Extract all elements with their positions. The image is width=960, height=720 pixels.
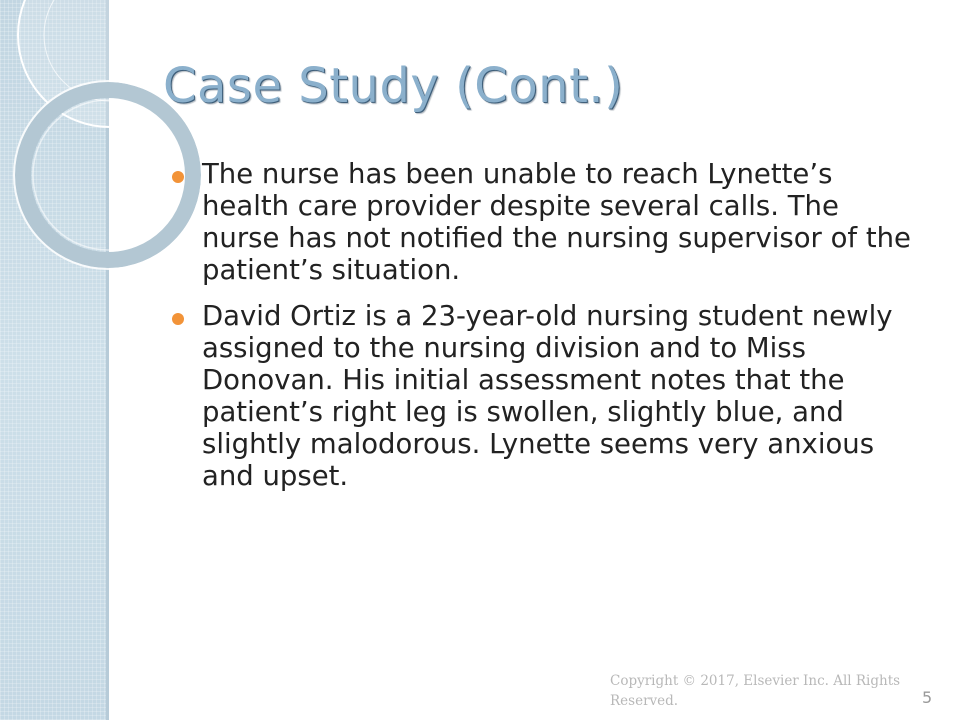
bullet-list bbox=[172, 158, 912, 506]
bullet-dot-icon bbox=[172, 171, 184, 183]
page-number: 5 bbox=[922, 688, 933, 707]
bullet-item bbox=[172, 300, 912, 492]
footer-copyright: Copyright © 2017, Elsevier Inc. All Rights Reserved. bbox=[610, 673, 901, 709]
bullet-text: The nurse has been unable to reach Lynette’s health care provider despite several calls. The nurse has not notified the nursing supervisor of the patient’s situation. bbox=[202, 158, 911, 286]
slide-title: Case Study (Cont.) bbox=[163, 58, 624, 114]
bullet-item bbox=[172, 158, 912, 286]
bullet-dot-icon bbox=[172, 313, 184, 325]
bullet-text: David Ortiz is a 23-year-old nursing student newly assigned to the nursing division and to Miss Donovan. His initial assessment notes that the patient’s right leg is swollen, slightly blue, and slightly malodorous. Lynette seems very anxious and upset. bbox=[202, 300, 893, 492]
